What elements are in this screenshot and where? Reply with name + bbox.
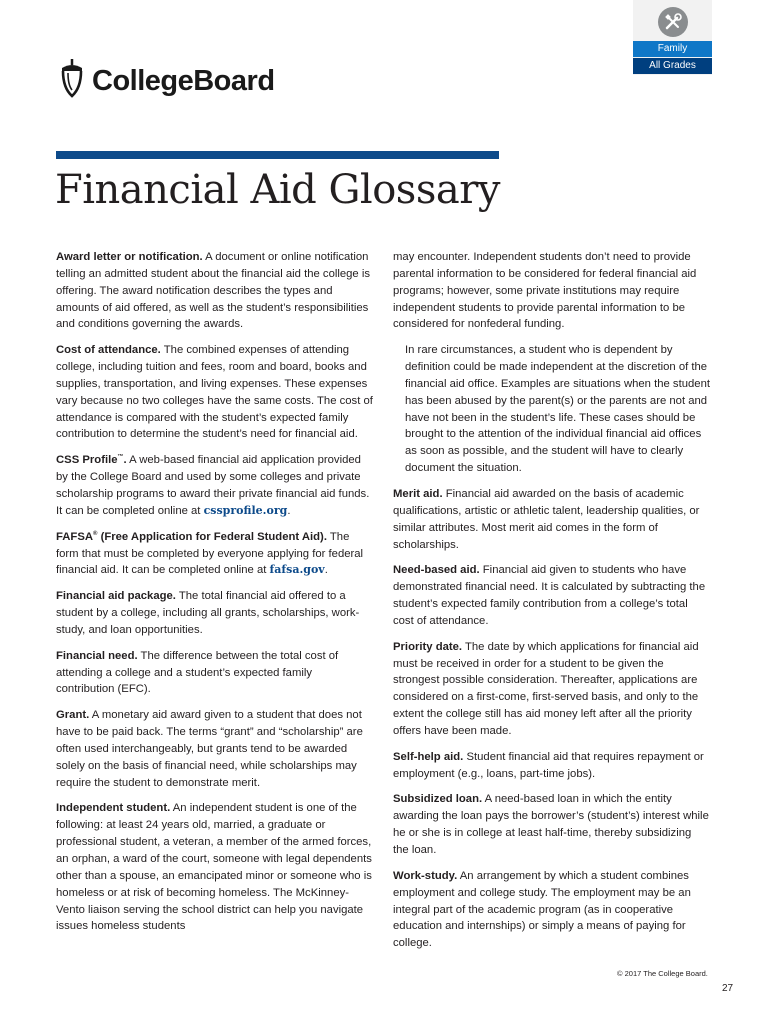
registered-mark: ® (93, 530, 98, 537)
audience-tab (633, 0, 712, 75)
glossary-term: Priority date. (393, 640, 463, 653)
glossary-term: Merit aid. (393, 487, 443, 500)
glossary-term: Need-based aid. (393, 564, 480, 577)
glossary-definition: The date by which applications for financial aid must be received in order for a student to be given the strongest possible consideration. Thereafter, applications are considered on a first-come, first-served basis, and only to the extent the college still has aid money left after all the priority offers have been made. (393, 640, 699, 737)
glossary-definition: A web-based financial aid application provided by the College Board and used by some colleges and private scholarship programs to award their private financial aid funds. It can be completed online at (56, 454, 370, 517)
glossary-entry (393, 791, 710, 858)
glossary-definition: Student financial aid that requires repayment or employment (e.g., loans, part-time jobs). (393, 750, 704, 780)
glossary-entry (56, 249, 373, 333)
glossary-definition: The combined expenses of attending college, including tuition and fees, room and board, books and supplies, transportation, and living expenses. These expenses vary because no two colleges have the same costs. The cost of attendance is compared with the student’s expected family contribution to determine the student’s need for financial aid. (56, 344, 373, 441)
glossary-term: CSS Profile (56, 454, 118, 467)
glossary-note: In rare circumstances, a student who is dependent by definition could be made independent at the discretion of the financial aid office. Examples are situations when the student has been abused by the parent(s) or the parents are not and have not been in the student’s life. These cases should be brought to the attention of the individual financial aid offices as soon as possible, and the student will have to clearly document the situation. (405, 344, 710, 475)
glossary-term: Work-study. (393, 869, 458, 882)
glossary-column-right (393, 249, 710, 961)
glossary-definition-end: . (324, 564, 328, 577)
glossary-definition: An arrangement by which a student combines employment and college study. The employment may be an integral part of the academic program (as in cooperative education and internships) or simply a means of paying for college. (393, 869, 691, 950)
glossary-entry (56, 648, 373, 699)
glossary-entry (393, 639, 710, 740)
glossary-entry (56, 800, 373, 935)
glossary-term-end: (Free Application for Federal Student Aid). (97, 530, 327, 543)
glossary-definition: Financial aid awarded on the basis of academic qualifications, artistic or athletic talent, leadership qualities, or similar attributes. Most merit aid comes in the form of scholarships. (393, 487, 700, 551)
page-number: 27 (722, 983, 734, 994)
fafsa-link[interactable]: fafsa.gov (269, 563, 325, 577)
glossary-entry (56, 452, 373, 519)
glossary-entry (393, 486, 710, 553)
glossary-term: Subsidized loan. (393, 793, 483, 806)
audience-label: Family (633, 41, 712, 57)
glossary-definition: The total financial aid offered to a student by a college, including all grants, scholarships, work-study, and loan opportunities. (56, 590, 360, 636)
glossary-definition: A monetary aid award given to a student that does not have to be paid back. The terms “grant” and “scholarship” are often used interchangeably, but grants tend to be awarded solely on the basis of financial need, while scholarships may require the student to demonstrate merit. (56, 709, 363, 789)
glossary-term: FAFSA (56, 530, 94, 543)
glossary-entry (56, 588, 373, 639)
glossary-definition: The form that must be completed by everyone applying for federal financial aid. It can be completed online at (56, 530, 364, 577)
logo-wordmark: CollegeBoard (92, 65, 275, 97)
trademark-mark: ™ (117, 454, 124, 461)
glossary-definition: Financial aid given to students who have demonstrated financial need. It is calculated by subtracting the student’s expected family contribution from a college’s total cost of attendance. (393, 564, 706, 627)
glossary-entry (393, 749, 710, 783)
glossary-term: Self-help aid. (393, 750, 464, 763)
glossary-definition: A document or online notification telling an admitted student about the financial aid the college is offering. The award notification describes the types and amounts of aid offered, as well as the student’s responsibilities and conditions governing the awards. (56, 251, 371, 331)
glossary-definition: The difference between the total cost of attending a college and a student’s expected family contribution (EFC). (56, 649, 339, 696)
glossary-entry (56, 529, 373, 580)
acorn-icon (56, 56, 88, 102)
grade-label: All Grades (633, 58, 712, 74)
glossary-term: Financial aid package. (56, 590, 176, 603)
glossary-term: Independent student. (56, 802, 171, 815)
page-title: Financial Aid Glossary (55, 167, 500, 213)
title-rule (56, 151, 499, 159)
glossary-entry (56, 707, 373, 791)
glossary-definition: An independent student is one of the following: at least 24 years old, married, a graduate or professional student, a veteran, a member of the armed forces, an orphan, a ward of the court, someone with legal dependents other than a spouse, an emancipated minor or someone who is homeless or at risk of becoming homeless. The McKinney-Vento liaison serving the school district can help you navigate issues homeless students (56, 802, 372, 933)
glossary-continuation: may encounter. Independent students don’t need to provide parental information to be considered for federal financial aid programs; however, some private institutions may require independent students to provide parental information to be considered for nonfederal funding. (393, 251, 697, 331)
glossary-entry (393, 562, 710, 629)
copyright: © 2017 The College Board. (617, 969, 708, 978)
glossary-term: Financial need. (56, 649, 138, 662)
glossary-term: Award letter or notification. (56, 251, 203, 263)
glossary-column-left (56, 249, 373, 944)
cssprofile-link[interactable]: cssprofile.org (203, 503, 288, 517)
glossary-definition-end: . (287, 504, 291, 517)
glossary-term: Grant. (56, 709, 90, 722)
glossary-entry (393, 868, 710, 952)
glossary-term: Cost of attendance. (56, 344, 161, 357)
glossary-definition: A need-based loan in which the entity awarding the loan pays the borrower’s (student’s) interest while he or she is in college at least half-time, thereby subsidizing the loan. (393, 793, 709, 856)
glossary-entry (56, 342, 373, 443)
family-tools-icon (658, 7, 688, 37)
glossary-term-end: . (123, 454, 127, 467)
